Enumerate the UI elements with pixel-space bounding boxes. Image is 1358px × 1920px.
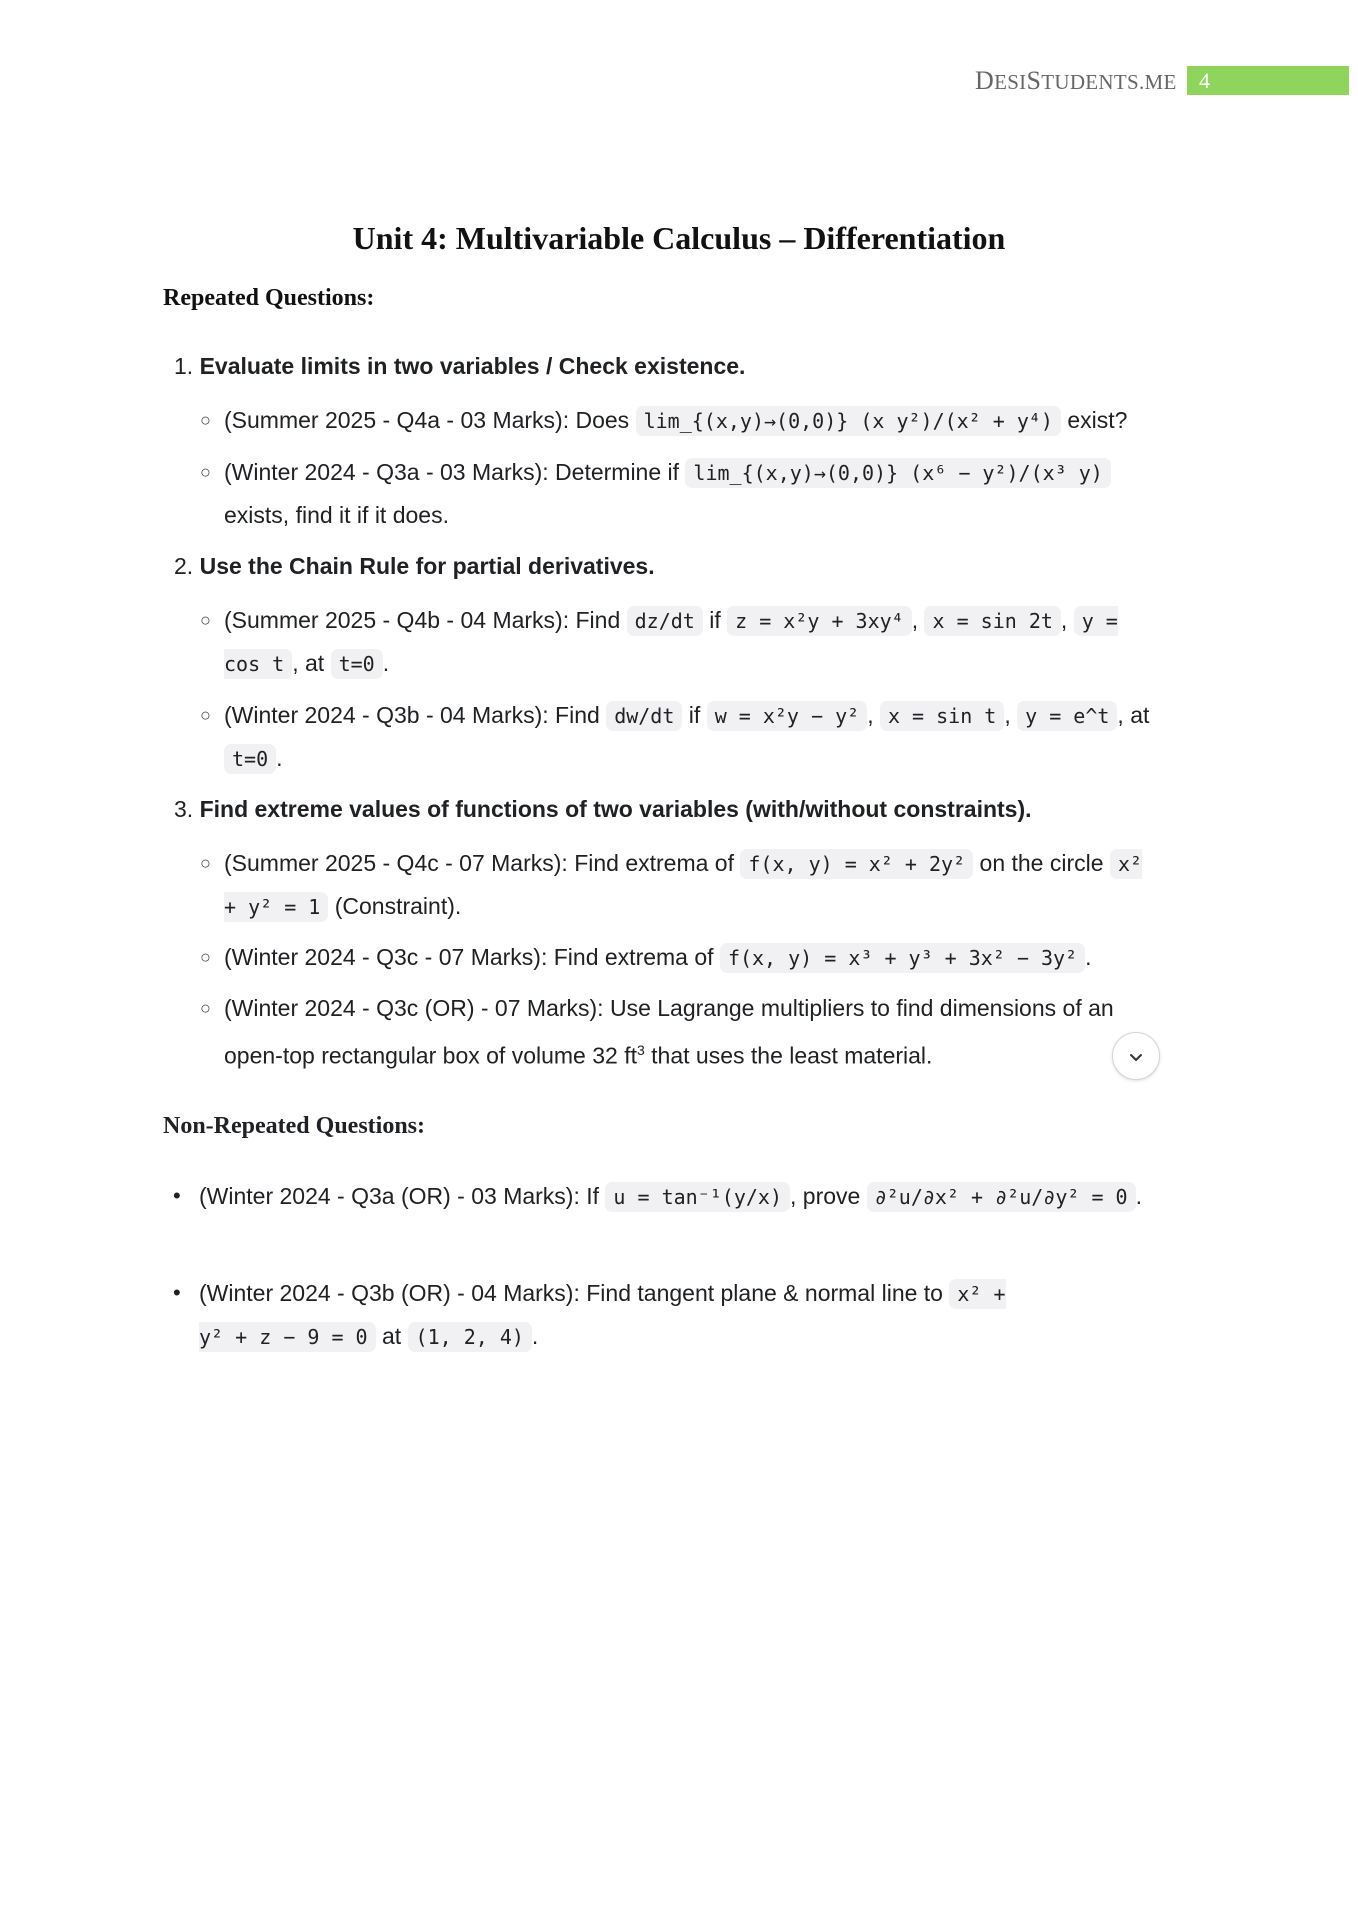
inline-code: f(x, y) = x² + 2y² bbox=[740, 849, 973, 879]
scroll-down-button[interactable] bbox=[1112, 1032, 1160, 1080]
sub-list-item bbox=[200, 694, 1160, 780]
inline-code: lim_{(x,y)→(0,0)} (x⁶ − y²)/(x³ y) bbox=[685, 458, 1110, 488]
superscript: 3 bbox=[636, 1042, 645, 1058]
text: that uses the least material. bbox=[644, 1042, 933, 1069]
inline-code: u = tan⁻¹(y/x) bbox=[605, 1182, 790, 1212]
list-item bbox=[174, 345, 745, 387]
text: . bbox=[382, 650, 390, 676]
text: (Winter 2024 - Q3b (OR) - 04 Marks): Find tangent plane & normal line to bbox=[199, 1280, 950, 1306]
inline-code: f(x, y) = x³ + y³ + 3x² − 3y² bbox=[720, 943, 1085, 973]
sub-list-item bbox=[200, 399, 1160, 442]
text: (Winter 2024 - Q3a (OR) - 03 Marks): If bbox=[199, 1183, 606, 1209]
site-name-part: TUDENTS.ME bbox=[1041, 70, 1177, 94]
page-title: Unit 4: Multivariable Calculus – Differentiation bbox=[352, 220, 1006, 256]
text: , bbox=[911, 607, 925, 633]
text: (Winter 2024 - Q3c (OR) - 07 Marks): Use Lagrange multipliers to find dimensions of an open-top rectangular box of volume 32 ft bbox=[224, 995, 1114, 1069]
item-number: 3. bbox=[174, 796, 194, 822]
text: (Summer 2025 - Q4b - 04 Marks): Find bbox=[224, 607, 627, 633]
sub-list-item bbox=[200, 599, 1160, 685]
hollow-bullet-icon: ○ bbox=[200, 998, 211, 1018]
hollow-bullet-icon: ○ bbox=[200, 410, 211, 430]
page-number: 4 bbox=[1187, 66, 1349, 95]
non-repeated-heading: Non-Repeated Questions: bbox=[163, 1113, 425, 1139]
hollow-bullet-icon: ○ bbox=[200, 705, 211, 725]
text: , bbox=[1060, 607, 1074, 633]
inline-code: x² + y² + z − 9 = 0 bbox=[199, 1279, 1006, 1352]
sub-list-item bbox=[200, 842, 1160, 928]
inline-code: x = sin 2t bbox=[924, 606, 1060, 636]
site-name-part: D bbox=[975, 66, 995, 95]
text: , bbox=[867, 702, 880, 728]
chevron-down-icon bbox=[1127, 1048, 1145, 1066]
text: if bbox=[702, 607, 728, 633]
sub-list-item bbox=[200, 451, 1160, 536]
inline-code: ∂²u/∂x² + ∂²u/∂y² = 0 bbox=[867, 1182, 1136, 1212]
item-label: Evaluate limits in two variables / Check existence. bbox=[199, 353, 746, 379]
inline-code: y = cos t bbox=[224, 606, 1118, 679]
text: (Summer 2025 - Q4c - 07 Marks): Find extrema of bbox=[224, 850, 741, 876]
item-label: Use the Chain Rule for partial derivatives. bbox=[199, 553, 655, 579]
item-number: 2. bbox=[174, 553, 194, 579]
hollow-bullet-icon: ○ bbox=[200, 947, 211, 967]
inline-code: dw/dt bbox=[606, 701, 682, 731]
inline-code: dz/dt bbox=[627, 606, 703, 636]
item-number: 1. bbox=[174, 353, 194, 379]
text: . bbox=[531, 1323, 539, 1349]
inline-code: lim_{(x,y)→(0,0)} (x y²)/(x² + y⁴) bbox=[636, 406, 1061, 436]
hollow-bullet-icon: ○ bbox=[200, 462, 211, 482]
text: . bbox=[1135, 1183, 1142, 1209]
list-item bbox=[173, 1272, 1173, 1358]
text: on the circle bbox=[973, 850, 1110, 876]
site-header bbox=[975, 66, 1177, 96]
text: (Winter 2024 - Q3a - 03 Marks): Determine if bbox=[224, 459, 686, 485]
text: at bbox=[375, 1323, 408, 1349]
site-name-part: S bbox=[1026, 66, 1042, 95]
text: . bbox=[1085, 944, 1092, 970]
inline-code: x² + y² = 1 bbox=[224, 849, 1142, 922]
repeated-heading: Repeated Questions: bbox=[163, 285, 375, 311]
inline-code: (1, 2, 4) bbox=[408, 1322, 532, 1352]
text: , prove bbox=[790, 1183, 867, 1209]
text: (Constraint). bbox=[328, 893, 462, 919]
list-item bbox=[174, 788, 1032, 830]
text: . bbox=[276, 745, 283, 771]
sub-list-item bbox=[200, 987, 1160, 1077]
inline-code: z = x²y + 3xy⁴ bbox=[727, 606, 912, 636]
hollow-bullet-icon: ○ bbox=[200, 853, 211, 873]
text: , at bbox=[292, 650, 331, 676]
text: exists, find it if it does. bbox=[224, 502, 449, 528]
hollow-bullet-icon: ○ bbox=[200, 610, 211, 630]
inline-code: y = e^t bbox=[1017, 701, 1117, 731]
text: , bbox=[1004, 702, 1018, 728]
inline-code: t=0 bbox=[224, 744, 276, 774]
text: (Winter 2024 - Q3c - 07 Marks): Find extrema of bbox=[224, 944, 720, 970]
list-item bbox=[173, 1175, 1173, 1218]
bullet-icon: • bbox=[173, 1183, 181, 1208]
text: exist? bbox=[1060, 407, 1128, 433]
inline-code: w = x²y − y² bbox=[707, 701, 868, 731]
text: if bbox=[682, 702, 707, 728]
sub-list-item bbox=[200, 936, 1160, 979]
inline-code: t=0 bbox=[331, 649, 383, 679]
text: , at bbox=[1117, 702, 1150, 728]
site-name-part: ESI bbox=[994, 70, 1027, 94]
text: (Winter 2024 - Q3b - 04 Marks): Find bbox=[224, 702, 607, 728]
item-label: Find extreme values of functions of two variables (with/without constraints). bbox=[199, 796, 1032, 822]
text: (Summer 2025 - Q4a - 03 Marks): Does bbox=[224, 407, 636, 433]
bullet-icon: • bbox=[173, 1280, 181, 1305]
list-item bbox=[174, 545, 655, 587]
inline-code: x = sin t bbox=[880, 701, 1004, 731]
